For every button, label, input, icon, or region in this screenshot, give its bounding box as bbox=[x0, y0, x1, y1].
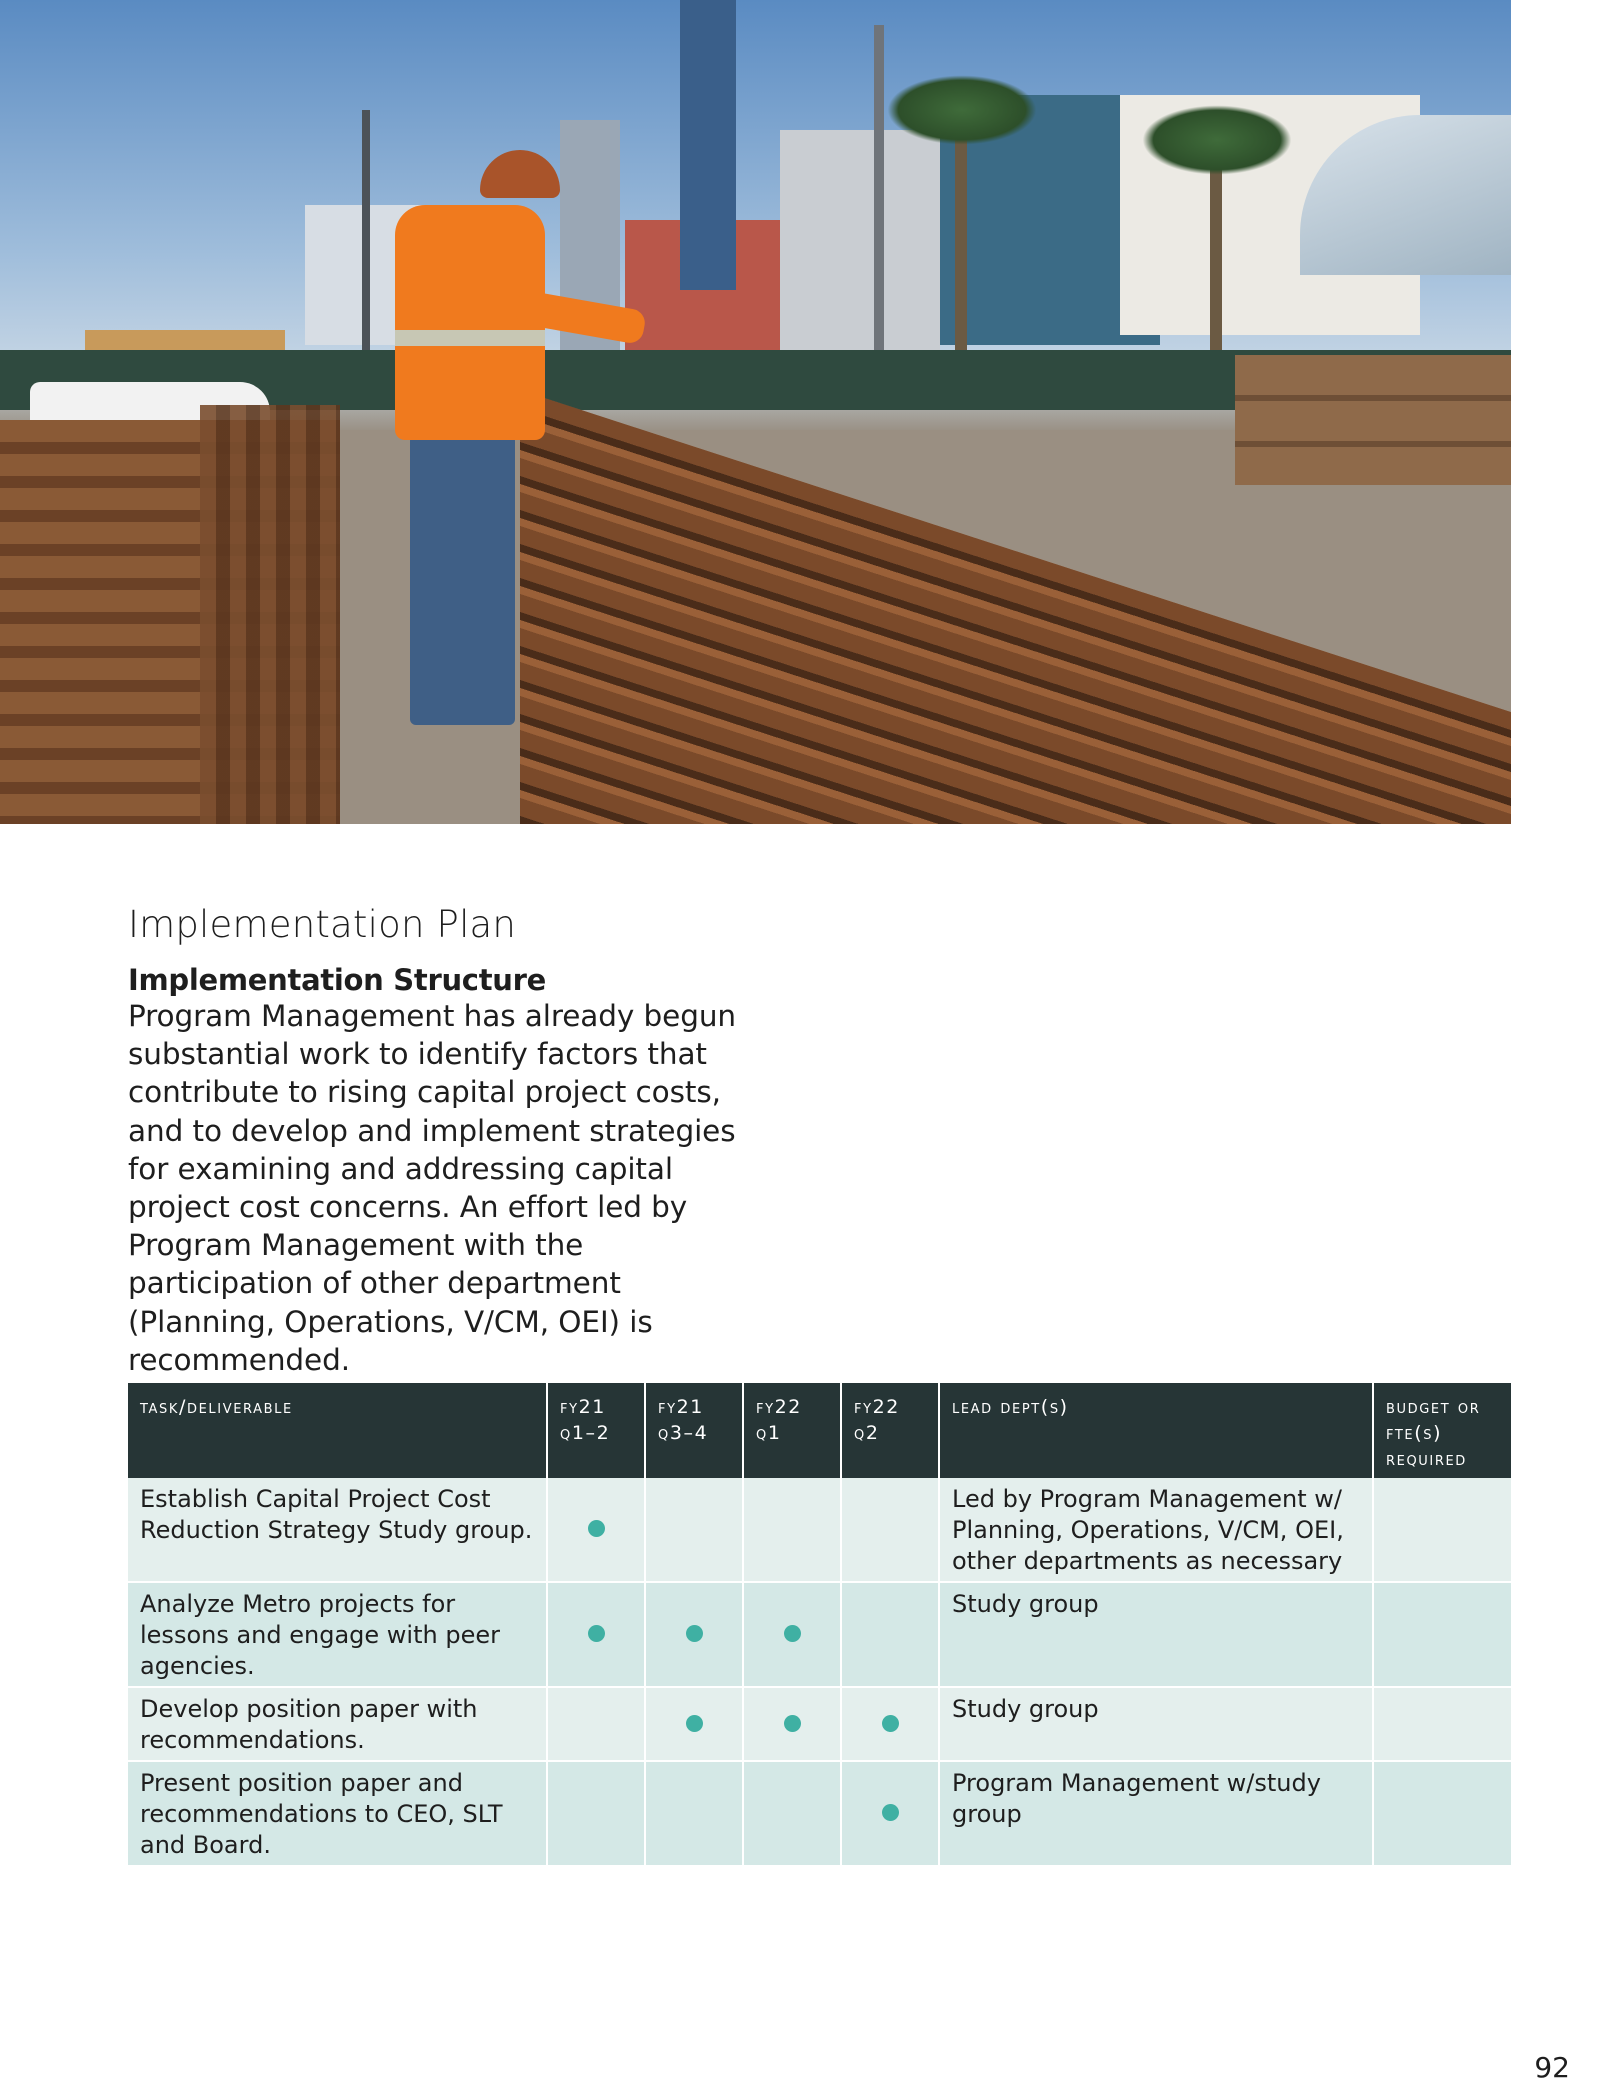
worker-jeans bbox=[410, 435, 515, 725]
mark-cell bbox=[743, 1761, 841, 1866]
mark-cell bbox=[547, 1761, 645, 1866]
mark-cell bbox=[645, 1478, 743, 1582]
table-row bbox=[128, 1582, 1511, 1687]
lead-cell: Program Management w/study group bbox=[939, 1761, 1373, 1866]
lead-cell: Led by Program Management w/ Planning, Operations, V/CM, OEI, other departments as necessary bbox=[939, 1478, 1373, 1582]
table-row bbox=[128, 1478, 1511, 1582]
photo-palm-trunk bbox=[1210, 150, 1222, 350]
mark-cell bbox=[645, 1582, 743, 1687]
photo-street-pole bbox=[874, 25, 884, 365]
mark-cell bbox=[841, 1478, 939, 1582]
header-lead: lead dept(s) bbox=[939, 1383, 1373, 1478]
timeline-dot bbox=[588, 1625, 605, 1642]
timeline-dot bbox=[882, 1804, 899, 1821]
body-paragraph: Program Management has already begun substantial work to identify factors that contribute to rising capital project costs, and to develop and implement strategies for examining and addressing capital project cost concerns. An effort led by Program Management with the participation of other department (Planning, Operations, V/CM, OEI) is recommended. bbox=[128, 999, 737, 1377]
timeline-dot bbox=[686, 1715, 703, 1732]
photo-palm-trunk bbox=[955, 120, 967, 350]
mark-cell bbox=[547, 1478, 645, 1582]
construction-photo bbox=[0, 0, 1511, 824]
table-row bbox=[128, 1761, 1511, 1866]
header-fy22-q1: fy22 q1 bbox=[743, 1383, 841, 1478]
mark-cell bbox=[841, 1687, 939, 1761]
lead-cell: Study group bbox=[939, 1582, 1373, 1687]
timeline-dot bbox=[784, 1715, 801, 1732]
mark-cell bbox=[645, 1687, 743, 1761]
task-cell: Develop position paper with recommendations. bbox=[128, 1687, 547, 1761]
photo-building bbox=[780, 130, 940, 370]
header-task: task/deliverable bbox=[128, 1383, 547, 1478]
section-title: Implementation Plan bbox=[128, 903, 517, 946]
photo-crane-strap bbox=[680, 0, 736, 290]
task-cell: Establish Capital Project Cost Reduction Strategy Study group. bbox=[128, 1478, 547, 1582]
table-row bbox=[128, 1687, 1511, 1761]
mark-cell bbox=[841, 1582, 939, 1687]
timeline-dot bbox=[588, 1520, 605, 1537]
timeline-dot bbox=[784, 1625, 801, 1642]
budget-cell bbox=[1373, 1687, 1511, 1761]
header-fy21-q3-4: fy21 q3–4 bbox=[645, 1383, 743, 1478]
header-fy22-q2: fy22 q2 bbox=[841, 1383, 939, 1478]
task-cell: Analyze Metro projects for lessons and engage with peer agencies. bbox=[128, 1582, 547, 1687]
photo-rusty-crate bbox=[200, 405, 340, 824]
photo-timber bbox=[1235, 355, 1511, 485]
table-header-row bbox=[128, 1383, 1511, 1478]
mark-cell bbox=[645, 1761, 743, 1866]
budget-cell bbox=[1373, 1761, 1511, 1866]
mark-cell bbox=[743, 1687, 841, 1761]
sub-title: Implementation Structure bbox=[128, 963, 546, 997]
budget-cell bbox=[1373, 1478, 1511, 1582]
photo-palm-fronds bbox=[1142, 105, 1292, 175]
task-cell: Present position paper and recommendations to CEO, SLT and Board. bbox=[128, 1761, 547, 1866]
mark-cell bbox=[547, 1687, 645, 1761]
header-budget: budget or fte(s) required bbox=[1373, 1383, 1511, 1478]
mark-cell bbox=[547, 1582, 645, 1687]
mark-cell bbox=[841, 1761, 939, 1866]
photo-worker bbox=[385, 180, 565, 740]
budget-cell bbox=[1373, 1582, 1511, 1687]
worker-reflective-stripe bbox=[395, 330, 545, 346]
mark-cell bbox=[743, 1582, 841, 1687]
lead-cell: Study group bbox=[939, 1687, 1373, 1761]
photo-palm-fronds bbox=[887, 75, 1037, 145]
implementation-table bbox=[128, 1383, 1511, 1867]
mark-cell bbox=[743, 1478, 841, 1582]
timeline-dot bbox=[686, 1625, 703, 1642]
photo-street-pole bbox=[362, 110, 370, 370]
page-number: 92 bbox=[1534, 2051, 1570, 2084]
timeline-dot bbox=[882, 1715, 899, 1732]
header-fy21-q1-2: fy21 q1–2 bbox=[547, 1383, 645, 1478]
